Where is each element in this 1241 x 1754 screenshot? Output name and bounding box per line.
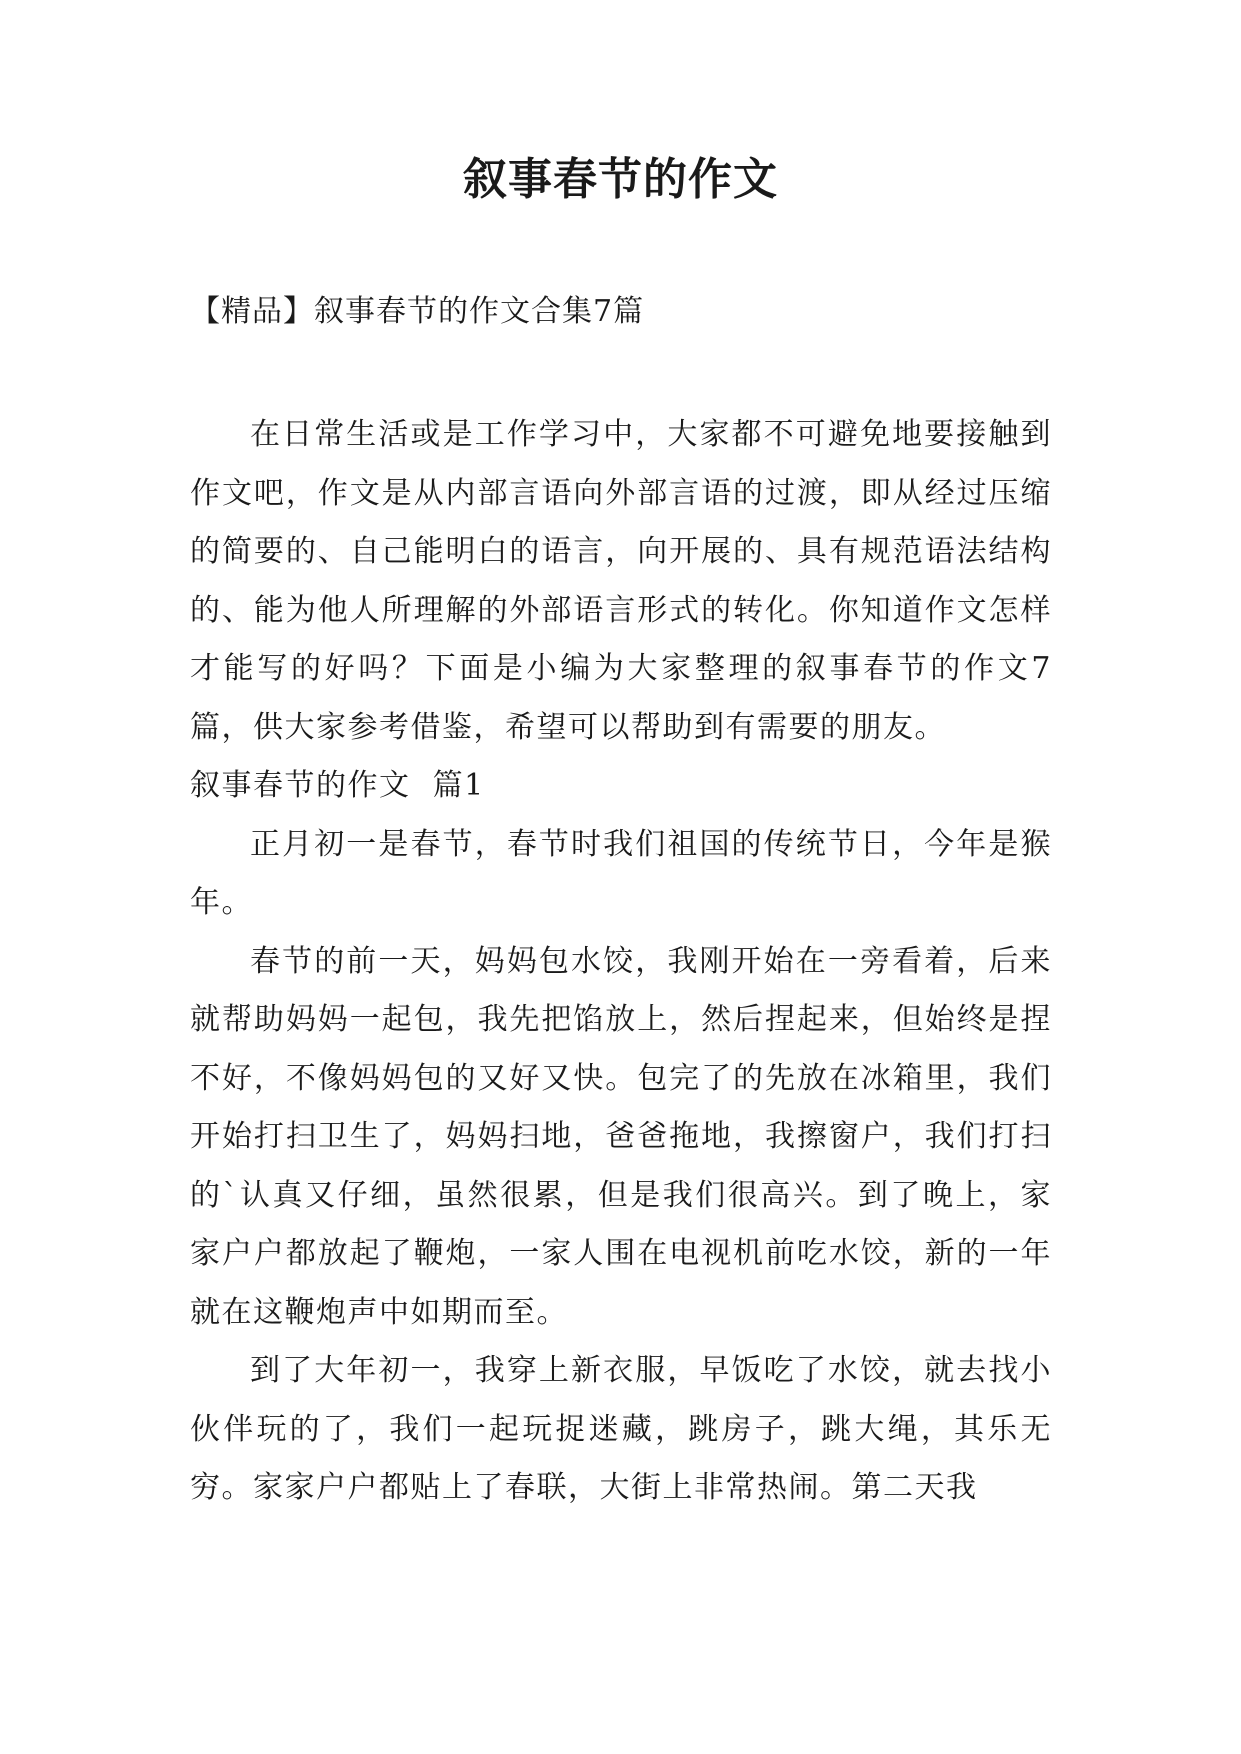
body-paragraph: 正月初一是春节，春节时我们祖国的传统节日，今年是猴年。	[190, 826, 1052, 920]
document-body	[190, 406, 1052, 1518]
document-title: 叙事春节的作文	[463, 154, 778, 205]
body-paragraph: 到了大年初一，我穿上新衣服，早饭吃了水饺，就去找小伙伴玩的了，我们一起玩捉迷藏，跳房子，跳大绳，其乐无穷。家家户户都贴上了春联，大街上非常热闹。第二天我	[190, 1353, 1052, 1505]
section-heading: 叙事春节的作文 篇1	[190, 768, 485, 803]
intro-paragraph: 在日常生活或是工作学习中，大家都不可避免地要接触到作文吧，作文是从内部言语向外部言语的过渡，即从经过压缩的简要的、自己能明白的语言，向开展的、具有规范语法结构的、能为他人所理解的外部语言形式的转化。你知道作文怎样才能写的好吗？下面是小编为大家整理的叙事春节的作文7篇，供大家参考借鉴，希望可以帮助到有需要的朋友。	[190, 417, 1052, 745]
document-subtitle: 【精品】叙事春节的作文合集7篇	[190, 294, 645, 329]
body-paragraph: 春节的前一天，妈妈包水饺，我刚开始在一旁看着，后来就帮助妈妈一起包，我先把馅放上，然后捏起来，但始终是捏不好，不像妈妈包的又好又快。包完了的先放在冰箱里，我们开始打扫卫生了，妈妈扫地，爸爸拖地，我擦窗户，我们打扫的`认真又仔细，虽然很累，但是我们很高兴。到了晚上，家家户户都放起了鞭炮，一家人围在电视机前吃水饺，新的一年就在这鞭炮声中如期而至。	[190, 943, 1052, 1330]
